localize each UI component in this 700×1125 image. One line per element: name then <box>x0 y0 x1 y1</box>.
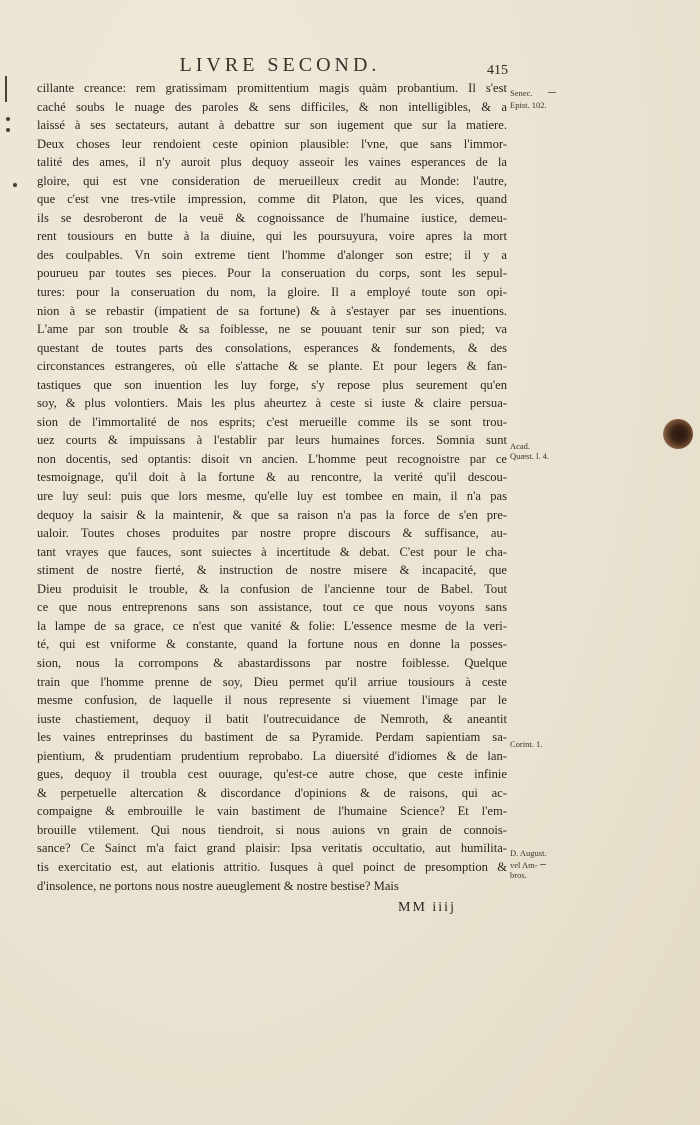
margin-tick <box>540 864 546 865</box>
margin-bracket-mark <box>5 76 7 102</box>
text-line: soy, & plus volontiers. Mais les plus aheurtez à ceste si iuste & claire persua- <box>37 396 507 411</box>
margin-tick <box>548 92 556 93</box>
text-line: train que l'homme prenne de soy, Dieu permet qu'il arriue tousiours à ceste <box>37 674 507 689</box>
text-line: ualoir. Toutes choses produites par nostre propre discours & suffisance, au- <box>37 526 507 541</box>
text-line: mesme confusion, de laquelle il nous represente si viuement l'image par le <box>37 693 507 708</box>
text-line: tures: pour la conseruation du nom, la gloire. Il a employé toute son opi- <box>37 285 507 300</box>
text-line: Deux choses leur rendoient ceste opinion plausible: l'vne, que sans l'immor- <box>37 136 507 151</box>
margin-note-acad: Acad. <box>510 441 531 451</box>
text-line: ils se desroberont de la veuë & cognoissance de l'humaine iustice, demeu- <box>37 210 507 225</box>
text-line: Dieu produisit le trouble, & la confusion de l'ancienne tour de Babel. Tout <box>37 581 507 596</box>
text-line: cillante creance: rem gratissimam promittentium magis quàm probantium. Il s'est <box>37 81 507 95</box>
main-text-block <box>37 79 507 895</box>
text-line: circonstances estrangeres, où elle s'attache & se plante. Et pour legers & fan- <box>37 359 507 374</box>
text-line: dequoy la saisir & la maintenir, & que sa raison n'a pas la force de s'en pre- <box>37 507 507 522</box>
text-line: rent tousiours en butte à la diuine, qui les poursuyura, voire apres la mort <box>37 229 507 244</box>
running-title: LIVRE SECOND. <box>179 54 381 76</box>
text-line: des coulpables. Vn soin extreme tient l'homme d'alonger son estre; il y a <box>37 247 507 262</box>
text-line: gues, dequoy il troubla cest ouurage, qu'est-ce autre chose, que ceste infinie <box>37 767 507 782</box>
text-line: compaigne & embrouille le vain bastiment de l'humaine Science? Et l'em- <box>37 804 507 819</box>
text-line: & perpetuelle altercation & discordance d'opinions & de raisons, qui ac- <box>37 785 507 800</box>
text-line: iuste chastiement, dequoy il batit l'outrecuidance de Nemroth, & aneantit <box>37 711 507 726</box>
text-line: les vaines entreprinses du bastiment de sa Pyramide. Perdam sapientiam sa- <box>37 730 507 745</box>
text-line: tis exercitatio est, aut elationis attritio. Iusques à quel poinct de presomption & <box>37 859 507 874</box>
margin-dot-mark <box>13 183 17 187</box>
text-line: nion à se rebastir (impatient de sa fortune) & à s'estayer par ses inuentions. <box>37 303 507 318</box>
margin-note-augustin-alt2: bros. <box>510 870 527 880</box>
margin-note-augustin: D. August. <box>510 848 547 858</box>
text-line: ce que nous entreprenons sans son assistance, tout ce que nous voyons sans <box>37 600 507 615</box>
margin-note-acad-ref: Quæst. l. 4. <box>510 451 549 461</box>
text-line: stiment de nostre fierté, & instruction de nostre misere & incapacité, que <box>37 563 507 578</box>
margin-dot-mark <box>6 117 10 121</box>
margin-note-augustin-alt: vel Am- <box>510 860 538 870</box>
text-line: té, qui est vniforme & constante, quand la fortune nous en donne la posses- <box>37 637 507 652</box>
text-line: gloire, qui est vne consideration de merueilleux credit au Monde: l'autre, <box>37 173 507 188</box>
signature-mark: MM iiij <box>398 900 456 915</box>
text-line: talité des ames, il n'y auroit plus dequoy asseoir les vaines esperances de la <box>37 155 507 170</box>
text-line: tesmoignage, qu'il doit à la fortune & au rencontre, la verité qu'il descou- <box>37 470 507 485</box>
text-line: pourueu par toutes ses pieces. Pour la conseruation du corps, sont les sepul- <box>37 266 507 281</box>
page-number: 415 <box>487 63 508 78</box>
text-line: caché soubs le nuage des paroles & sens difficiles, & non intelligibles, & a <box>37 99 507 114</box>
text-line: sion de l'immortalité de nos esprits; c'est merueille comme ils se sont trou- <box>37 414 507 429</box>
text-line: sion, nous la corrompons & abastardissons par nostre foiblesse. Quelque <box>37 655 507 670</box>
text-line: d'insolence, ne portons nous nostre aueuglement & nostre bestise? Mais <box>37 878 399 893</box>
text-line: uez courts & impuissans à l'establir par leurs humaines forces. Somnia sunt <box>37 433 507 448</box>
text-line: laissé à ses sectateurs, autant à debattre sur son iugement que sur la matiere. <box>37 118 507 133</box>
text-line: sance? Ce Sainct m'a faict grand plaisir: Ipsa veritatis occultatio, aut humilita- <box>37 841 507 856</box>
text-line: tant vrayes que fauces, sont suiectes à incertitude & debat. C'est pour le cha- <box>37 544 507 559</box>
text-line: ure luy seul: puis que lors mesme, qu'elle luy est tombee en main, il n'a pas <box>37 489 507 504</box>
margin-dot-mark <box>6 128 10 132</box>
margin-note-corint: Corint. 1. <box>510 739 543 749</box>
margin-note-seneca-ref: Epist. 102. <box>510 100 547 110</box>
text-line: non docentis, sed optantis: disoit vn ancien. L'homme peut recognoistre par ce <box>37 451 507 466</box>
text-line: tastiques que son inuention les luy forge, s'y repose plus seurement qu'en <box>37 377 507 392</box>
text-line: questant de toutes parts des consolations, esperances & fondements, & des <box>37 340 507 355</box>
text-line: brouille vtilement. Qui nous tiendroit, si nous auions vn grain de connois- <box>37 822 507 837</box>
text-line: la lampe de sa grace, ce n'est que vanité & folie: L'essence mesme de la veri- <box>37 618 507 633</box>
text-line: L'ame par son trouble & sa foiblesse, ne se pouuant tenir sur son pied; va <box>37 322 507 337</box>
text-line: que c'est vne tres-vtile impression, comme dit Platon, que les vices, quand <box>37 192 507 207</box>
margin-note-seneca: Senec. <box>510 88 533 98</box>
text-line: pientium, & prudentiam prudentium reprobabo. La diuersité d'idiomes & de lan- <box>37 748 507 763</box>
ink-stain <box>663 419 693 449</box>
